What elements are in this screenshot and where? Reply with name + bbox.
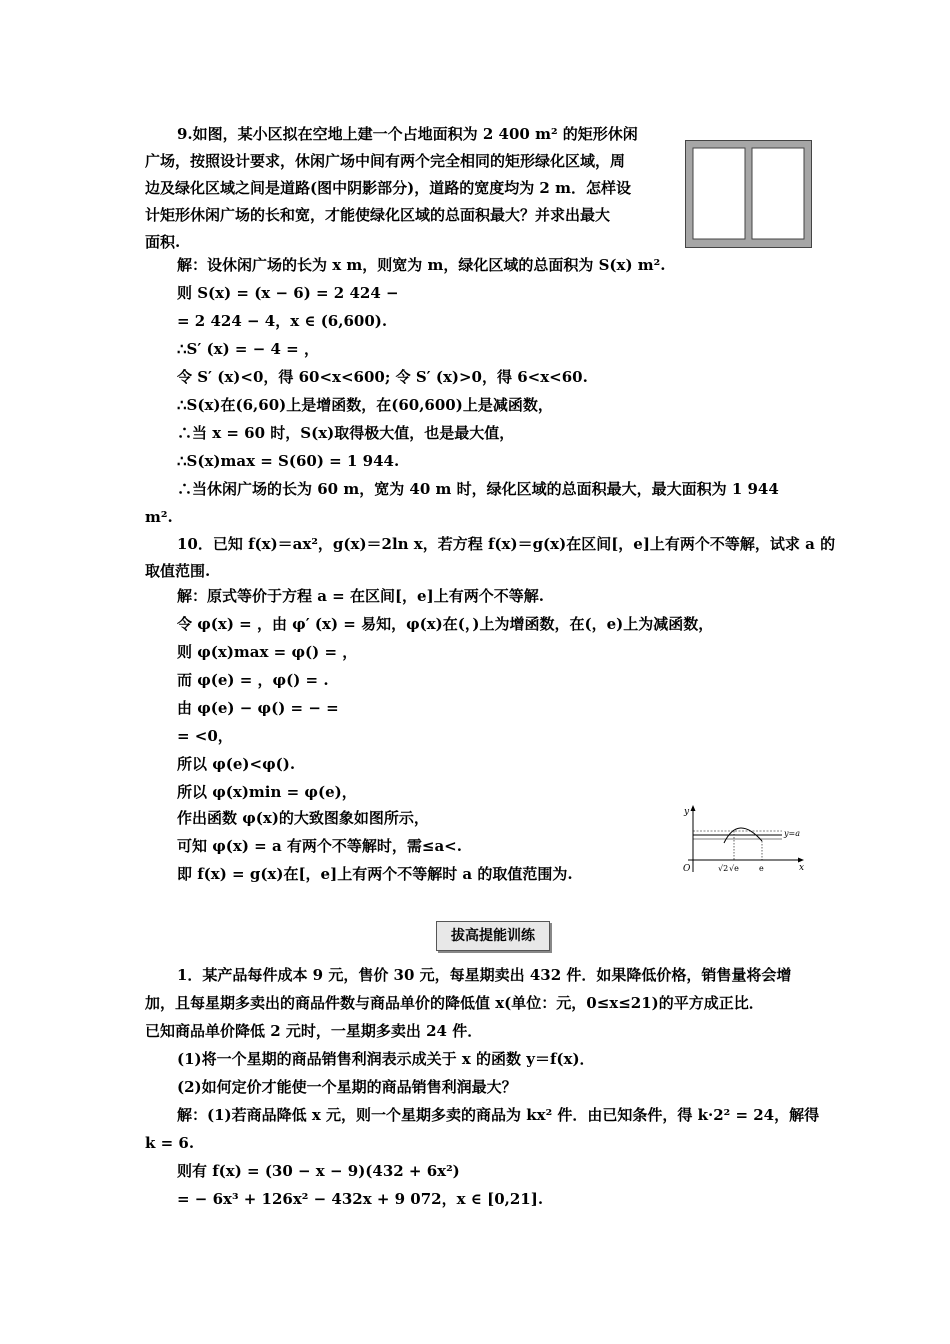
p10-solution-line-10: 可知 φ(x) = a 有两个不等解时，需≤a<. (177, 837, 462, 855)
p9-text-line-3: 边及绿化区域之间是道路(图中阴影部分)，道路的宽度均为 2 m．怎样设 (145, 179, 631, 197)
p1-question-2: (2)如何定价才能使一个星期的商品销售利润最大？ (177, 1078, 517, 1096)
p1-solution-line-4: = − 6x³ + 126x² − 432x + 9 072，x ∈ [0,21]. (177, 1190, 544, 1208)
graph-tick-sqrt2: √2 (718, 864, 729, 873)
p10-solution-line-5: 由 φ(e) − φ() = − = (177, 699, 339, 717)
p1-solution-line-2: k = 6. (145, 1134, 195, 1152)
p9-text-line-2: 广场，按照设计要求，休闲广场中间有两个完全相同的矩形绿化区域，周 (145, 152, 626, 170)
p10-solution-line-2: 令 φ(x) = ，由 φ′ (x) = 易知，φ(x)在(，)上为增函数，在(，e)上为减函数， (177, 615, 714, 633)
p10-solution-line-11: 即 f(x) = g(x)在[，e]上有两个不等解时 a 的取值范围为. (177, 865, 573, 883)
p9-solution-line-8: ∴S(x)max = S(60) = 1 944. (177, 452, 400, 470)
p10-solution-line-1: 解：原式等价于方程 a = 在区间[，e]上有两个不等解. (177, 587, 544, 605)
p10-solution-line-8: 所以 φ(x)min = φ(e)， (177, 783, 357, 801)
p9-solution-line-7: ∴当 x = 60 时，S(x)取得极大值，也是最大值， (177, 424, 515, 442)
p1-question-1: (1)将一个星期的商品销售利润表示成关于 x 的函数 y＝f(x)． (177, 1050, 595, 1068)
graph-origin-label: O (683, 864, 691, 874)
p1-solution-line-3: 则有 f(x) = (30 − x − 9)(432 + 6x²) (177, 1162, 460, 1180)
p9-solution-line-10: m². (145, 508, 173, 526)
graph-tick-e: e (759, 864, 764, 873)
plaza-figure (685, 140, 812, 248)
section-title: 拔高提能训练 (436, 921, 550, 951)
p10-solution-line-9: 作出函数 φ(x)的大致图象如图所示， (177, 809, 429, 827)
p1-text-line-2: 加，且每星期多卖出的商品件数与商品单价的降低值 x(单位：元，0≤x≤21)的平方成正比． (145, 994, 764, 1012)
phi-graph (678, 804, 808, 876)
p10-solution-line-3: 则 φ(x)max = φ() = ， (177, 643, 358, 661)
graph-line-label: y=a (784, 829, 800, 838)
p9-solution-line-5: 令 S′ (x)<0，得 60<x<600; 令 S′ (x)>0，得 6<x<60. (177, 368, 588, 386)
p1-solution-line-1: 解：(1)若商品降低 x 元，则一个星期多卖的商品为 kx² 件．由已知条件，得 k·2² = 24，解得 (177, 1106, 820, 1124)
p9-solution-line-6: ∴S(x)在(6,60)上是增函数，在(60,600)上是减函数， (177, 396, 553, 414)
x-axis-arrow-icon (798, 858, 804, 863)
p10-text-line-2: 取值范围. (145, 562, 211, 580)
graph-y-label: y (684, 807, 690, 817)
graph-x-label: x (799, 863, 805, 873)
p10-solution-line-4: 而 φ(e) = ，φ() = . (177, 671, 329, 689)
p1-text-line-1: 1．某产品每件成本 9 元，售价 30 元，每星期卖出 432 件．如果降低价格，销售量将会增 (177, 966, 792, 984)
p9-text-line-4: 计矩形休闲广场的长和宽，才能使绿化区域的总面积最大？并求出最大 (145, 206, 611, 224)
p9-solution-line-9: ∴当休闲广场的长为 60 m，宽为 40 m 时，绿化区域的总面积最大，最大面积为 1 944 (177, 480, 779, 498)
p10-text-line-1: 10．已知 f(x)＝ax²，g(x)＝2ln x，若方程 f(x)＝g(x)在区间[，e]上有两个不等解，试求 a 的 (177, 535, 836, 553)
p9-solution-line-2: 则 S(x) = (x − 6) = 2 424 − (177, 284, 399, 302)
p10-solution-line-6: = <0， (177, 727, 233, 745)
p1-text-line-3: 已知商品单价降低 2 元时，一星期多卖出 24 件． (145, 1022, 483, 1040)
graph-tick-sqrte: √e (729, 864, 739, 873)
p9-text-line-1: 9.如图，某小区拟在空地上建一个占地面积为 2 400 m² 的矩形休闲 (177, 125, 638, 143)
p10-solution-line-7: 所以 φ(e)<φ(). (177, 755, 296, 773)
p9-solution-line-1: 解：设休闲广场的长为 x m，则宽为 m，绿化区域的总面积为 S(x) m². (177, 256, 666, 274)
p9-solution-line-3: = 2 424 − 4，x ∈ (6,600). (177, 312, 388, 330)
p9-text-line-5: 面积. (145, 233, 181, 251)
phi-curve (724, 828, 762, 843)
y-axis-arrow-icon (691, 805, 696, 811)
p9-solution-line-4: ∴S′ (x) = − 4 = ， (177, 340, 319, 358)
